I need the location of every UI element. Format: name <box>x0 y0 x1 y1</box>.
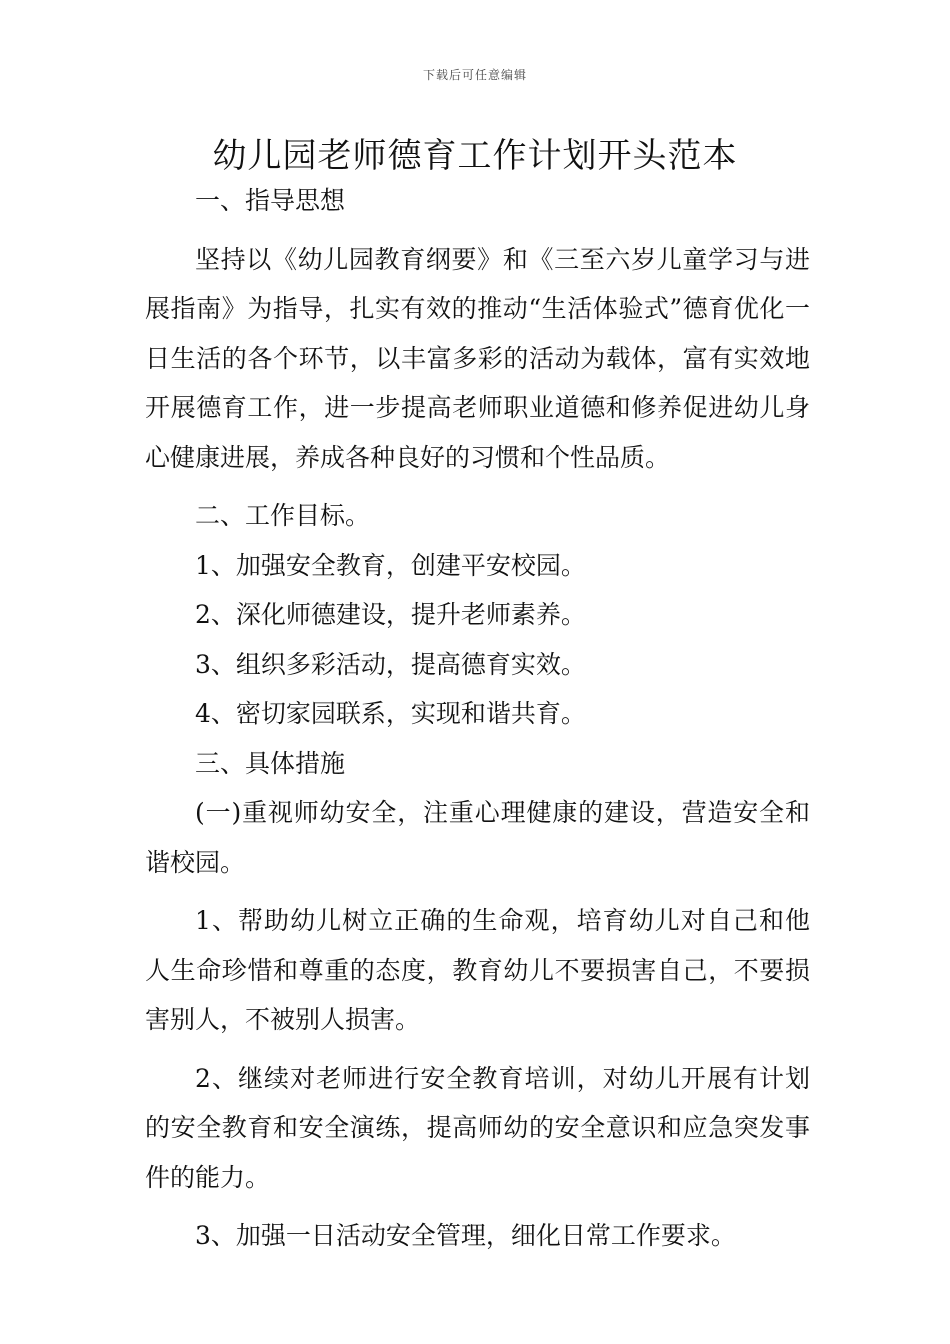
header-note: 下载后可任意编辑 <box>422 68 527 82</box>
paragraph-guiding-ideology: 坚持以《幼儿园教育纲要》和《三至六岁儿童学习与进展指南》为指导，扎实有效的推动“生活体验式”德育优化一日生活的各个环节，以丰富多彩的活动为载体，富有实效地开展德育工作，进一步提高老师职业道德和修养促进幼儿身心健康进展，养成各种良好的习惯和个性品质。 <box>145 244 810 472</box>
section-heading-measures: 三、具体措施 <box>195 748 346 778</box>
section-heading-work-goals: 二、工作目标。 <box>195 501 371 530</box>
goal-item-2: 2、深化师德建设，提升老师素养。 <box>195 600 586 629</box>
section-heading-guiding-ideology: 一、指导思想 <box>195 186 346 215</box>
goal-item-1: 1、加强安全教育，创建平安校园。 <box>195 550 586 580</box>
measure-item-3: 3、加强一日活动安全管理，细化日常工作要求。 <box>195 1221 736 1250</box>
measure-item-2: 2、继续对老师进行安全教育培训，对幼儿开展有计划的安全教育和安全演练，提高师幼的安全意识和应急突发事件的能力。 <box>145 1063 810 1192</box>
goal-item-4: 4、密切家园联系，实现和谐共育。 <box>195 699 586 728</box>
measure-item-1: 1、帮助幼儿树立正确的生命观，培育幼儿对自己和他人生命珍惜和尊重的态度，教育幼儿不要损害自己，不要损害别人，不被别人损害。 <box>145 906 810 1034</box>
document-title: 幼儿园老师德育工作计划开头范本 <box>212 136 738 176</box>
document-body <box>145 176 810 1261</box>
measure-subheading-1: (一)重视师幼安全，注重心理健康的建设，营造安全和谐校园。 <box>145 798 810 877</box>
goal-item-3: 3、组织多彩活动，提高德育实效。 <box>195 649 586 679</box>
